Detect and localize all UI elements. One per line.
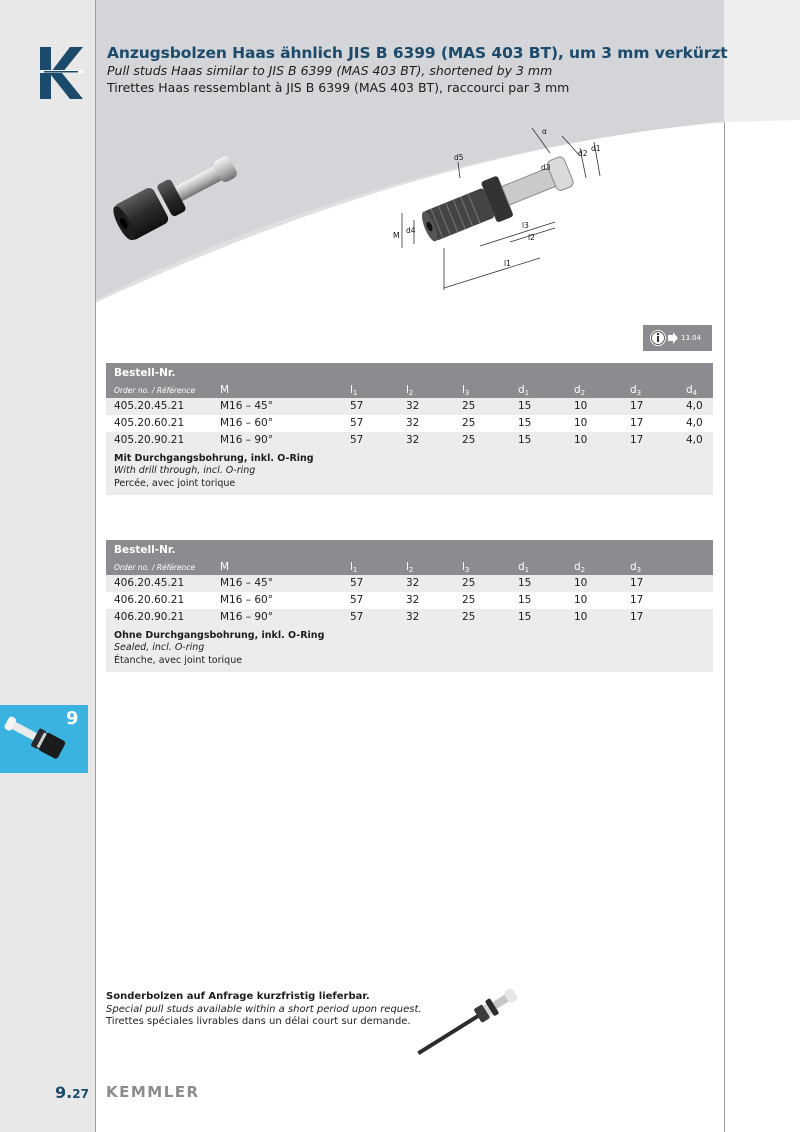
label-l3: l3 <box>522 221 529 230</box>
title-german: Anzugsbolzen Haas ähnlich JIS B 6399 (MAS 403 BT), um 3 mm verkürzt <box>107 44 728 62</box>
table-header-columns <box>106 383 713 398</box>
label-d3: d3 <box>541 163 551 172</box>
info-badge[interactable] <box>643 325 712 351</box>
table-row[interactable]: 405.20.60.21 M16 – 60° 57 32 25 15 10 17 4,0 <box>106 415 713 432</box>
col-d2: $d_2$ <box>574 561 586 574</box>
info-ref: 13.04 <box>681 334 702 342</box>
col-l3: $l_3$ <box>462 384 470 397</box>
label-l2: l2 <box>528 233 535 242</box>
label-M: M <box>393 231 400 240</box>
footer-note-french: Tirettes spéciales livrables dans un délai court sur demande. <box>106 1016 411 1027</box>
table-row[interactable]: 405.20.90.21 M16 – 90° 57 32 25 15 10 17 4,0 <box>106 432 713 449</box>
table-row[interactable]: 405.20.45.21 M16 – 45° 57 32 25 15 10 17 4,0 <box>106 398 713 415</box>
table-row[interactable]: 406.20.60.21 M16 – 60° 57 32 25 15 10 17 <box>106 592 713 609</box>
kemmler-logo-icon <box>40 47 83 99</box>
col-d4: $d_4$ <box>686 384 698 397</box>
page-number: 9.27 <box>55 1083 89 1102</box>
col-l2: $l_2$ <box>406 384 414 397</box>
special-studs-note <box>106 991 422 1029</box>
note-english: With drill through, incl. O-ring <box>114 465 256 477</box>
col-l3: $l_3$ <box>462 561 470 574</box>
special-pull-stud-photo <box>415 982 525 1060</box>
label-d5: d5 <box>454 153 464 162</box>
col-l1: $l_1$ <box>350 561 358 574</box>
table-sealed <box>106 540 713 672</box>
col-d2: $d_2$ <box>574 384 586 397</box>
info-arrow-icon <box>649 329 679 347</box>
chapter-number: 9 <box>66 708 79 729</box>
col-d1: $d_1$ <box>518 384 530 397</box>
order-sub-label: Order no. / Référence <box>114 386 196 395</box>
table-header-label: Bestell-Nr. <box>106 363 713 383</box>
col-l2: $l_2$ <box>406 561 414 574</box>
col-d3: $d_3$ <box>630 561 642 574</box>
pull-stud-photo <box>105 150 253 240</box>
col-d3: $d_3$ <box>630 384 642 397</box>
label-d1: d1 <box>591 144 601 153</box>
note-german: Ohne Durchgangsbohrung, inkl. O-Ring <box>114 630 325 641</box>
title-english: Pull studs Haas similar to JIS B 6399 (MAS 403 BT), shortened by 3 mm <box>107 63 553 78</box>
table-header-columns <box>106 560 713 575</box>
table-row[interactable]: 406.20.90.21 M16 – 90° 57 32 25 15 10 17 <box>106 609 713 626</box>
pull-stud-thumbnail-icon <box>0 705 70 773</box>
col-d1: $d_1$ <box>518 561 530 574</box>
footer-note-english: Special pull studs available within a short period upon request. <box>106 1003 422 1015</box>
label-l1: l1 <box>504 259 511 268</box>
title-french: Tirettes Haas ressemblant à JIS B 6399 (MAS 403 BT), raccourci par 3 mm <box>107 80 570 95</box>
table-header-label: Bestell-Nr. <box>106 540 713 560</box>
table-drill-through <box>106 363 713 495</box>
col-l1: $l_1$ <box>350 384 358 397</box>
note-german: Mit Durchgangsbohrung, inkl. O-Ring <box>114 453 314 464</box>
col-M: M <box>220 561 230 573</box>
label-d2: d2 <box>578 149 588 158</box>
note-english: Sealed, incl. O-ring <box>114 642 205 654</box>
note-french: Percée, avec joint torique <box>114 477 236 489</box>
order-sub-label: Order no. / Référence <box>114 563 196 572</box>
note-french: Étanche, avec joint torique <box>114 654 243 666</box>
col-M: M <box>220 384 230 396</box>
label-d4: d4 <box>406 226 416 235</box>
table-note <box>106 626 713 672</box>
label-alpha: α <box>542 127 547 136</box>
table-note <box>106 449 713 495</box>
brand-name: KEMMLER <box>106 1083 200 1101</box>
footer-note-german: Sonderbolzen auf Anfrage kurzfristig lieferbar. <box>106 991 370 1002</box>
table-row[interactable]: 406.20.45.21 M16 – 45° 57 32 25 15 10 17 <box>106 575 713 592</box>
technical-drawing <box>380 118 610 296</box>
